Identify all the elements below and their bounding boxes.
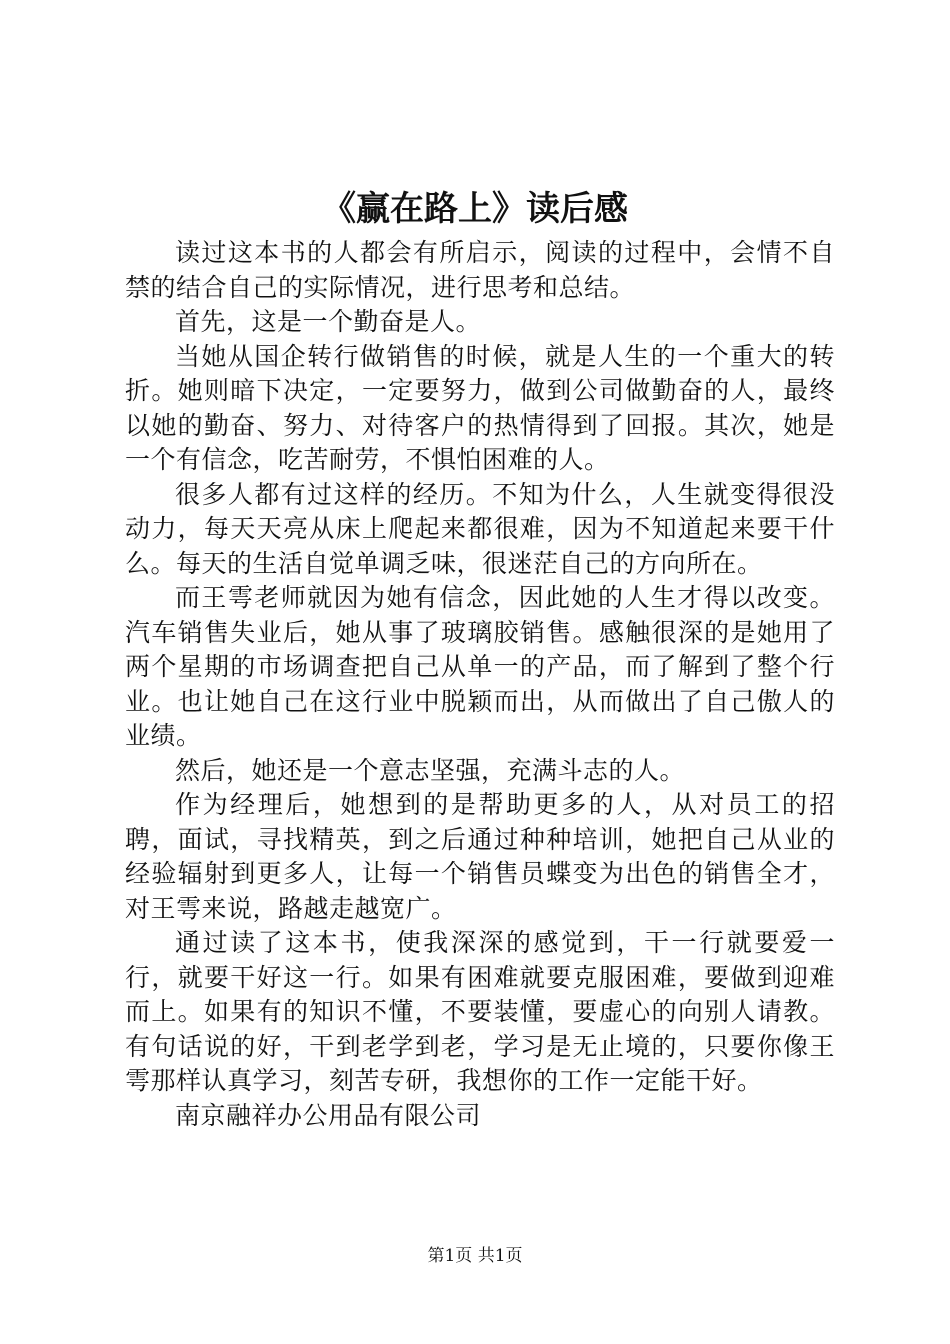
paragraph-4: 很多人都有过这样的经历。不知为什么，人生就变得很没动力，每天天亮从床上爬起来都很难，因为不知道起来要干什么。每天的生活自觉单调乏味，很迷茫自己的方向所在。 (125, 479, 835, 578)
document-title: 《赢在路上》读后感 (322, 189, 628, 229)
paragraph-3: 当她从国企转行做销售的时候，就是人生的一个重大的转折。她则暗下决定，一定要努力，做到公司做勤奋的人，最终以她的勤奋、努力、对待客户的热情得到了回报。其次，她是一个有信念，吃苦耐劳，不惧怕困难的人。 (125, 341, 835, 474)
document-body (125, 236, 835, 1133)
paragraph-6: 然后，她还是一个意志坚强，充满斗志的人。 (175, 755, 686, 785)
paragraph-5: 而王雩老师就因为她有信念，因此她的人生才得以改变。汽车销售失业后，她从事了玻璃胶销售。感触很深的是她用了两个星期的市场调查把自己从单一的产品，而了解到了整个行业。也让她自己在这行业中脱颖而出，从而做出了自己傲人的业绩。 (125, 583, 835, 750)
page-footer: 第1页 共1页 (427, 1246, 523, 1266)
company-signature: 南京融祥办公用品有限公司 (175, 1100, 482, 1130)
paragraph-2: 首先，这是一个勤奋是人。 (175, 307, 482, 336)
paragraph-1: 读过这本书的人都会有所启示，阅读的过程中，会情不自禁的结合自己的实际情况，进行思考和总结。 (125, 238, 835, 302)
paragraph-8: 通过读了这本书，使我深深的感觉到，干一行就要爱一行，就要干好这一行。如果有困难就要克服困难，要做到迎难而上。如果有的知识不懂，不要装懂，要虚心的向别人请教。有句话说的好，干到老学到老，学习是无止境的，只要你像王雩那样认真学习，刻苦专研，我想你的工作一定能干好。 (125, 928, 835, 1095)
paragraph-7: 作为经理后，她想到的是帮助更多的人，从对员工的招聘，面试，寻找精英，到之后通过种种培训，她把自己从业的经验辐射到更多人，让每一个销售员蝶变为出色的销售全才，对王雩来说，路越走越宽广。 (125, 790, 835, 923)
